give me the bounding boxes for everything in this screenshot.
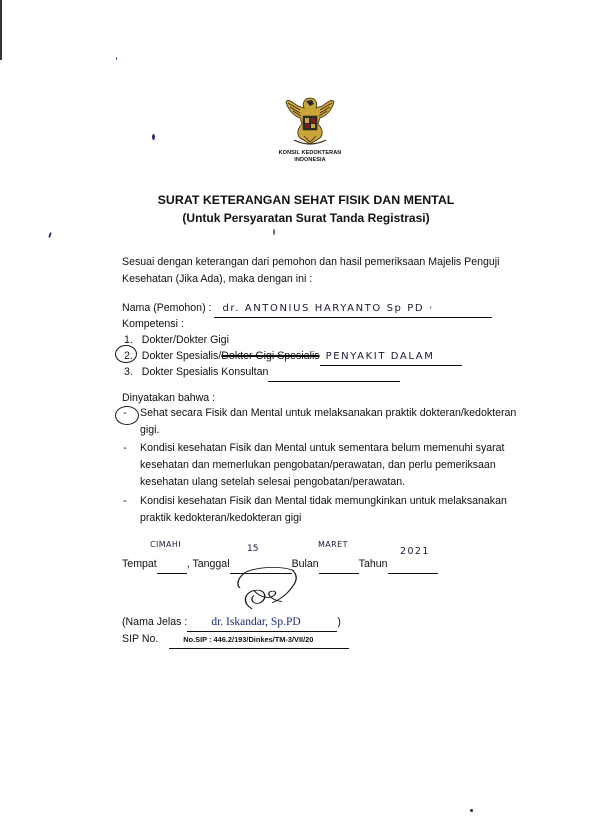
item-text: Dokter Spesialis Konsultan: [141, 366, 269, 378]
bullet: -: [123, 495, 127, 507]
scan-speck: [470, 809, 473, 812]
scan-speck: [116, 57, 117, 60]
scan-edge: [0, 0, 2, 60]
applicant-name-field[interactable]: dr. ANTONIUS HARYANTO Sp PD ·: [214, 300, 492, 318]
intro-paragraph: [122, 254, 500, 288]
statement-option-3[interactable]: [140, 493, 512, 527]
year-field[interactable]: [388, 556, 438, 574]
option-text: kesehatan ulang setelah selesai pengobatan/perawatan.: [140, 476, 406, 488]
applicant-label: Nama (Pemohon) :: [122, 302, 212, 314]
month-value: MARET: [318, 540, 348, 549]
competence-label: Kompetensi :: [122, 318, 184, 330]
option-text: gigi.: [140, 424, 160, 436]
scan-speck: [152, 134, 155, 140]
competence-item-1[interactable]: [124, 332, 229, 349]
org-line-2: INDONESIA: [294, 157, 326, 163]
handwritten-signature: [232, 566, 312, 617]
option-text: Sehat secara Fisik dan Mental untuk melaksanakan praktik dokteran/kedokteran: [140, 407, 517, 419]
item-text: Dokter/Dokter Gigi: [141, 334, 229, 346]
document-subtitle: (Untuk Persyaratan Surat Tanda Registrasi): [182, 211, 430, 225]
bullet: -: [123, 407, 127, 419]
org-line-1: KONSIL KEDOKTERAN: [278, 150, 342, 156]
option-text: kesehatan dan memerlukan pengobatan/perawatan, dan perlu pemeriksaan: [140, 459, 496, 471]
item-number: 1.: [124, 334, 133, 346]
place-label: Tempat: [122, 558, 157, 570]
option-text: Kondisi kesehatan Fisik dan Mental tidak memungkinkan untuk melaksanakan: [140, 495, 507, 507]
intro-line-1: Sesuai dengan keterangan dari pemohon dan hasil pemeriksaan Majelis Penguji: [122, 256, 500, 268]
item-struck-text: Dokter Gigi Spesialis: [221, 350, 320, 362]
item-number: 2.: [124, 350, 133, 362]
place-field[interactable]: [157, 556, 187, 574]
document-title: SURAT KETERANGAN SEHAT FISIK DAN MENTAL: [157, 193, 455, 207]
month-field[interactable]: [319, 556, 359, 574]
selection-circle: [115, 345, 137, 363]
option-text: Kondisi kesehatan Fisik dan Mental untuk sementara belum memenuhi syarat: [140, 442, 505, 454]
statement-option-2[interactable]: [140, 440, 512, 491]
intro-line-2: Kesehatan (Jika Ada), maka dengan ini :: [122, 273, 313, 285]
name-close: ): [337, 616, 341, 628]
statement-option-1[interactable]: [140, 405, 517, 439]
sip-label: SIP No.: [122, 633, 159, 645]
specialty-field[interactable]: PENYAKIT DALAM: [320, 348, 462, 366]
sip-number-field[interactable]: No.SIP : 446.2/193/Dinkes/TM-3/VII/20: [169, 631, 349, 649]
option-text: praktik kedokteran/kedokteran gigi: [140, 512, 302, 524]
garuda-emblem: [284, 88, 336, 148]
organization-name: [250, 150, 370, 164]
bullet: -: [123, 442, 127, 454]
scan-speck: [273, 229, 275, 235]
scan-speck: [48, 232, 52, 238]
date-label: , Tanggal: [186, 558, 230, 570]
sip-row: [122, 631, 349, 649]
consultant-field[interactable]: [268, 364, 400, 382]
competence-item-3[interactable]: [124, 364, 400, 382]
item-text: Dokter Spesialis/: [141, 350, 222, 362]
name-label: (Nama Jelas :: [122, 616, 188, 628]
name-row: [122, 614, 341, 632]
signatory-name-field[interactable]: dr. Iskandar, Sp.PD: [187, 614, 337, 632]
year-value: 2021: [400, 546, 430, 557]
statement-label: Dinyatakan bahwa :: [122, 392, 216, 404]
year-label: Tahun: [358, 558, 388, 570]
place-value: CIMAHI: [150, 540, 182, 549]
date-value: 15: [247, 544, 259, 554]
item-number: 3.: [124, 366, 133, 378]
month-label: Bulan: [291, 558, 319, 570]
